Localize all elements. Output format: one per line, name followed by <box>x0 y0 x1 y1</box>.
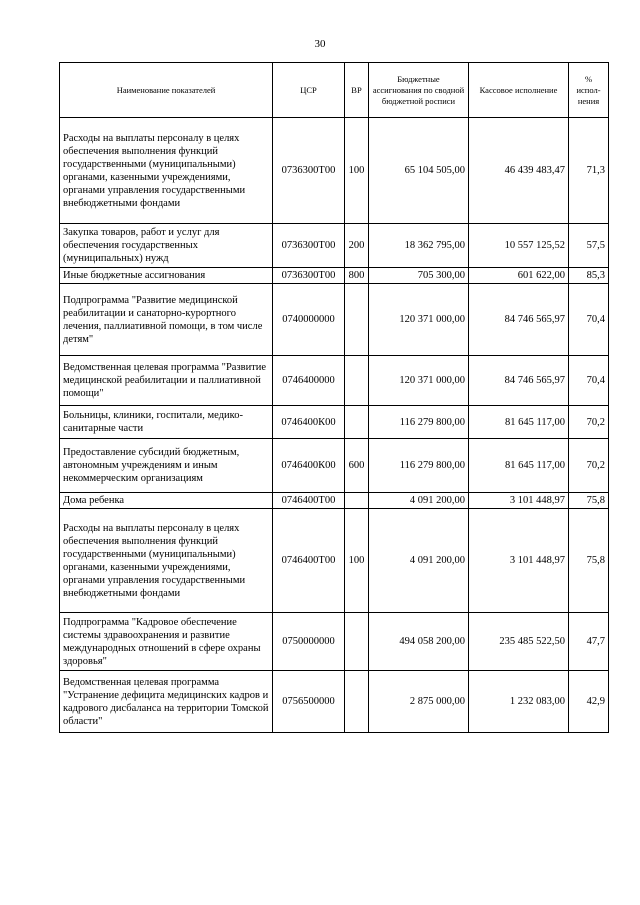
row-percent: 42,9 <box>569 671 609 733</box>
row-budget: 65 104 505,00 <box>369 118 469 224</box>
row-cash: 601 622,00 <box>469 268 569 284</box>
row-vr: 200 <box>345 224 369 268</box>
row-cash: 84 746 565,97 <box>469 284 569 356</box>
row-budget: 120 371 000,00 <box>369 284 469 356</box>
table-row <box>60 118 609 224</box>
row-cash: 81 645 117,00 <box>469 406 569 439</box>
row-percent: 70,2 <box>569 439 609 493</box>
row-budget: 120 371 000,00 <box>369 356 469 406</box>
row-name: Предоставление субсидий бюджетным, автономным учреждениям и иным некоммерческим организациям <box>60 439 273 493</box>
row-cash: 84 746 565,97 <box>469 356 569 406</box>
row-cash: 81 645 117,00 <box>469 439 569 493</box>
row-csr: 0746400Т00 <box>273 509 345 613</box>
row-budget: 2 875 000,00 <box>369 671 469 733</box>
budget-execution-table <box>59 62 609 733</box>
row-csr: 0750000000 <box>273 613 345 671</box>
row-csr: 0746400000 <box>273 356 345 406</box>
row-cash: 235 485 522,50 <box>469 613 569 671</box>
row-vr: 600 <box>345 439 369 493</box>
table-row <box>60 613 609 671</box>
page-number: 30 <box>314 38 326 50</box>
row-name: Закупка товаров, работ и услуг для обеспечения государственных (муниципальных) нужд <box>60 224 273 268</box>
row-percent: 75,8 <box>569 493 609 509</box>
header-name: Наименование показателей <box>60 63 273 118</box>
row-percent: 47,7 <box>569 613 609 671</box>
row-csr: 0736300Т00 <box>273 118 345 224</box>
row-name: Подпрограмма "Кадровое обеспечение системы здравоохранения и развитие международных отношений в сфере охраны здоровья" <box>60 613 273 671</box>
table-header-row <box>60 63 609 118</box>
row-budget: 4 091 200,00 <box>369 493 469 509</box>
header-budget: Бюджетные ассигнования по сводной бюджетной росписи <box>369 63 469 118</box>
header-cash: Кассовое исполнение <box>469 63 569 118</box>
row-name: Расходы на выплаты персоналу в целях обеспечения выполнения функций государственными (муниципальными) органами, казенными учреждениями, органами управления государственными внебюджетными фондами <box>60 509 273 613</box>
row-percent: 70,4 <box>569 356 609 406</box>
row-name: Дома ребенка <box>60 493 273 509</box>
row-budget: 705 300,00 <box>369 268 469 284</box>
row-budget: 116 279 800,00 <box>369 439 469 493</box>
table-row <box>60 268 609 284</box>
row-vr <box>345 356 369 406</box>
table-row <box>60 493 609 509</box>
row-cash: 1 232 083,00 <box>469 671 569 733</box>
row-percent: 70,4 <box>569 284 609 356</box>
header-vr: ВР <box>345 63 369 118</box>
row-vr: 100 <box>345 118 369 224</box>
row-name: Иные бюджетные ассигнования <box>60 268 273 284</box>
row-vr: 800 <box>345 268 369 284</box>
row-csr: 0746400К00 <box>273 406 345 439</box>
row-cash: 10 557 125,52 <box>469 224 569 268</box>
row-vr <box>345 493 369 509</box>
table-row <box>60 356 609 406</box>
row-budget: 18 362 795,00 <box>369 224 469 268</box>
row-percent: 71,3 <box>569 118 609 224</box>
header-percent: % испол-нения <box>569 63 609 118</box>
row-csr: 0736300Т00 <box>273 224 345 268</box>
row-csr: 0756500000 <box>273 671 345 733</box>
row-name: Ведомственная целевая программа "Развитие медицинской реабилитации и паллиативной помощи" <box>60 356 273 406</box>
row-name: Подпрограмма "Развитие медицинской реабилитации и санаторно-курортного лечения, паллиативной помощи, в том числе детям" <box>60 284 273 356</box>
row-name: Расходы на выплаты персоналу в целях обеспечения выполнения функций государственными (муниципальными) органами, казенными учреждениями, органами управления государственными внебюджетными фондами <box>60 118 273 224</box>
row-name: Ведомственная целевая программа "Устранение дефицита медицинских кадров и кадрового дисбаланса на территории Томской области" <box>60 671 273 733</box>
row-cash: 3 101 448,97 <box>469 493 569 509</box>
table-row <box>60 406 609 439</box>
row-vr <box>345 406 369 439</box>
row-percent: 70,2 <box>569 406 609 439</box>
row-budget: 4 091 200,00 <box>369 509 469 613</box>
row-percent: 75,8 <box>569 509 609 613</box>
row-csr: 0746400Т00 <box>273 493 345 509</box>
row-cash: 3 101 448,97 <box>469 509 569 613</box>
row-budget: 494 058 200,00 <box>369 613 469 671</box>
table-row <box>60 671 609 733</box>
row-name: Больницы, клиники, госпитали, медико-санитарные части <box>60 406 273 439</box>
table-row <box>60 284 609 356</box>
table-row <box>60 509 609 613</box>
row-vr <box>345 671 369 733</box>
header-csr: ЦСР <box>273 63 345 118</box>
row-vr <box>345 613 369 671</box>
row-cash: 46 439 483,47 <box>469 118 569 224</box>
row-csr: 0740000000 <box>273 284 345 356</box>
row-percent: 85,3 <box>569 268 609 284</box>
row-csr: 0736300Т00 <box>273 268 345 284</box>
table-row <box>60 439 609 493</box>
row-csr: 0746400К00 <box>273 439 345 493</box>
row-vr <box>345 284 369 356</box>
table-row <box>60 224 609 268</box>
row-percent: 57,5 <box>569 224 609 268</box>
row-vr: 100 <box>345 509 369 613</box>
row-budget: 116 279 800,00 <box>369 406 469 439</box>
